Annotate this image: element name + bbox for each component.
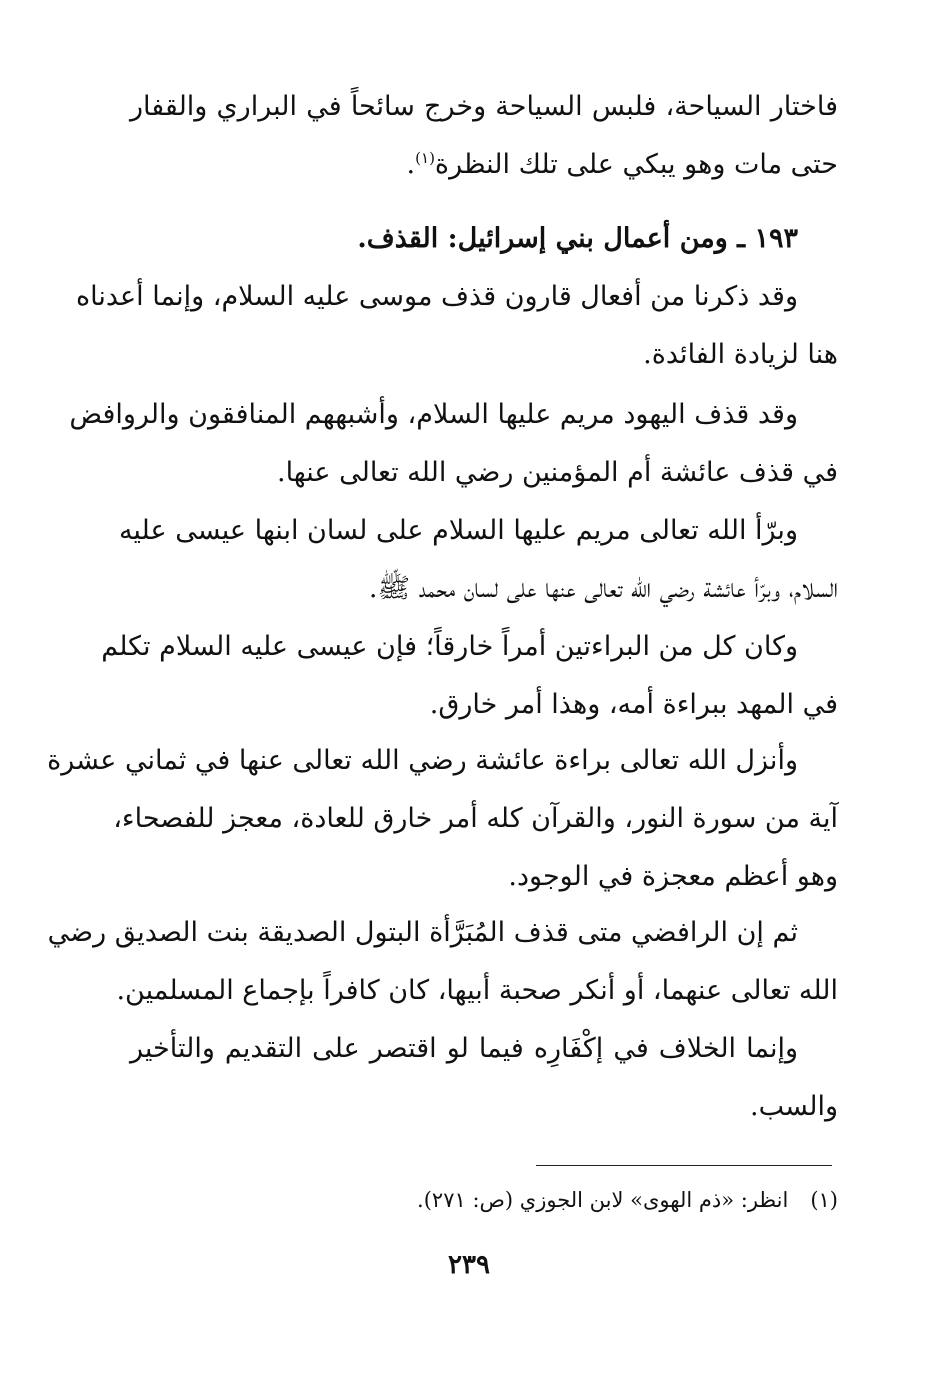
paragraph-line: وقد ذكرنا من أفعال قارون قذف موسى عليه السلام، وإنما أعدناه <box>76 281 798 312</box>
paragraph-line <box>130 136 838 194</box>
footnote-separator <box>536 1165 832 1166</box>
footnote-text: انظر: «ذم الهوى» لابن الجوزي (ص: ٢٧١). <box>417 1188 789 1212</box>
paragraph-line: وهو أعظم معجزة في الوجود. <box>508 861 838 892</box>
paragraph-line: والسب. <box>750 1091 838 1122</box>
body-text <box>47 904 838 1020</box>
body-text <box>76 268 838 384</box>
section-heading: ١٩٣ ـ ومن أعمال بني إسرائيل: القذف. <box>357 223 798 254</box>
body-text <box>130 78 838 194</box>
footnote <box>130 1180 838 1220</box>
paragraph-line-text: حتى مات وهو يبكي على تلك النظرة <box>434 149 838 180</box>
section-heading-block <box>130 210 838 268</box>
body-text <box>118 502 838 618</box>
paragraph-line: هنا لزيادة الفائدة. <box>643 339 838 370</box>
paragraph-line: الله تعالى عنهما، أو أنكر صحبة أبيها، كان كافراً بإجماع المسلمين. <box>116 975 838 1006</box>
paragraph-line: آية من سورة النور، والقرآن كله أمر خارق للعادة، معجز للفصحاء، <box>113 803 838 834</box>
paragraph-line: وقد قذف اليهود مريم عليها السلام، وأشبههم المنافقون والروافض <box>69 399 798 430</box>
page-number: ٢٣٩ <box>448 1250 490 1280</box>
footnote-number: (١) <box>810 1188 838 1212</box>
sentence-end: . <box>406 149 416 180</box>
body-text <box>47 732 838 906</box>
paragraph-line: ثم إن الرافضي متى قذف المُبَرَّأة البتول الصديقة بنت الصديق رضي <box>47 917 798 948</box>
paragraph-line: وبرّأ الله تعالى مريم عليها السلام على لسان ابنها عيسى عليه <box>118 515 798 546</box>
paragraph-line: وأنزل الله تعالى براءة عائشة رضي الله تعالى عنها في ثماني عشرة <box>47 745 798 776</box>
paragraph-line: فاختار السياحة، فلبس السياحة وخرج سائحاً في البراري والقفار <box>130 91 838 122</box>
paragraph-line: في المهد ببراءة أمه، وهذا أمر خارق. <box>429 689 838 720</box>
footnote-reference[interactable]: (١) <box>415 149 435 167</box>
paragraph-line: وكان كل من البراءتين أمراً خارقاً؛ فإن عيسى عليه السلام تكلم <box>101 631 798 662</box>
body-text <box>69 386 838 502</box>
body-text <box>101 618 838 734</box>
paragraph-line: السلام، وبرّأ عائشة رضي الله تعالى عنها على لسان محمد ﷺ. <box>368 573 838 604</box>
paragraph-line: وإنما الخلاف في إكْفَارِه فيما لو اقتصر على التقديم والتأخير <box>130 1033 798 1064</box>
paragraph-line: في قذف عائشة أم المؤمنين رضي الله تعالى عنها. <box>277 457 838 488</box>
body-text <box>130 1020 838 1136</box>
